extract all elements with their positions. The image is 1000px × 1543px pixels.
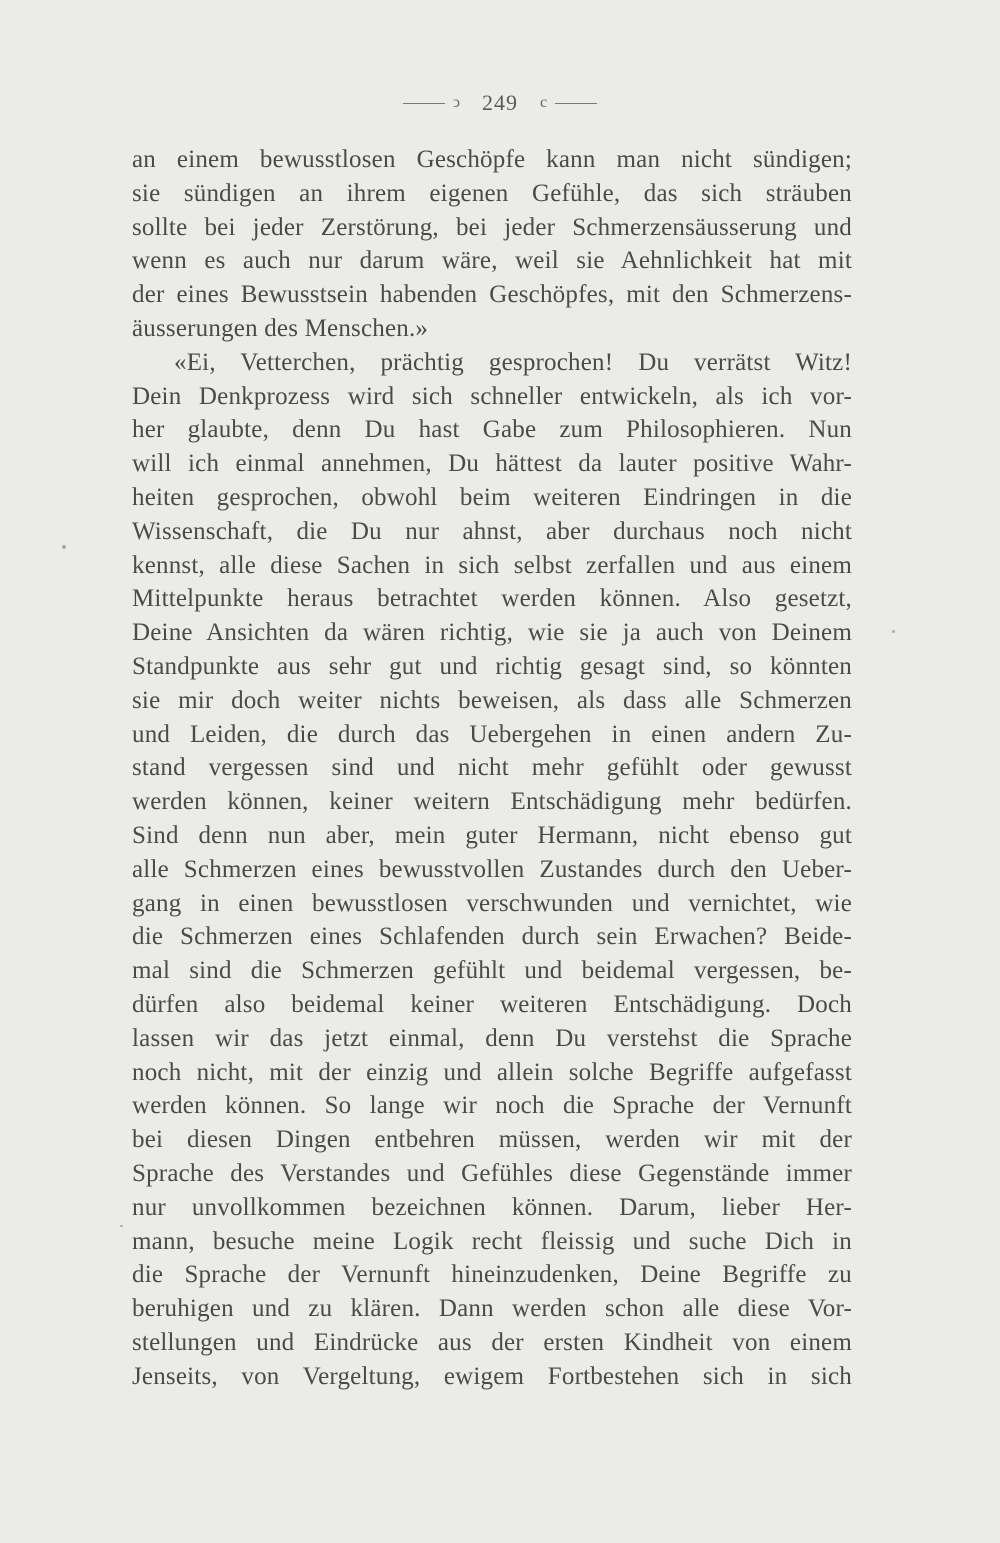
text-line: an einem bewusstlosen Geschöpfe kann man nicht sündigen;	[132, 146, 852, 173]
right-ornament: c	[540, 94, 548, 111]
text-line: will ich einmal annehmen, Du hättest da lauter positive Wahr-	[132, 450, 852, 478]
text-line: wenn es auch nur darum wäre, weil sie Aehnlichkeit hat mit	[132, 247, 852, 275]
text-line: nur unvollkommen bezeichnen können. Darum, lieber Her-	[132, 1193, 852, 1221]
text-line: werden können. So lange wir noch die Sprache der Vernunft	[132, 1092, 852, 1120]
text-line: äusserungen des Menschen.»	[132, 314, 429, 342]
text-line: Mittelpunkte heraus betrachtet werden können. Also gesetzt,	[132, 585, 852, 613]
right-rule	[555, 103, 597, 104]
page-number: 249	[482, 90, 518, 115]
left-ornament: ↄ	[452, 94, 460, 111]
paper-speck	[892, 630, 895, 633]
text-line: Sind denn nun aber, mein guter Hermann, nicht ebenso gut	[132, 821, 852, 849]
text-line: sollte bei jeder Zerstörung, bei jeder Schmerzensäusserung und	[132, 213, 852, 241]
text-line: mal sind die Schmerzen gefühlt und beidemal vergessen, be-	[132, 957, 852, 985]
running-header	[0, 90, 1000, 116]
text-line: bei diesen Dingen entbehren müssen, werden wir mit der	[132, 1126, 852, 1154]
text-line: stellungen und Eindrücke aus der ersten Kindheit von einem	[132, 1328, 852, 1356]
text-line: mann, besuche meine Logik recht fleissig und suche Dich in	[132, 1227, 852, 1255]
text-line: Dein Denkprozess wird sich schneller entwickeln, als ich vor-	[132, 382, 852, 410]
text-line: werden können, keiner weitern Entschädigung mehr bedürfen.	[132, 788, 852, 816]
text-line: sie mir doch weiter nichts beweisen, als dass alle Schmerzen	[132, 686, 852, 714]
text-line: Jenseits, von Vergeltung, ewigem Fortbestehen sich in sich	[132, 1362, 852, 1390]
text-line: stand vergessen sind und nicht mehr gefühlt oder gewusst	[132, 754, 852, 782]
text-line: Deine Ansichten da wären richtig, wie sie ja auch von Deinem	[132, 619, 852, 647]
body-text	[132, 143, 852, 1393]
paper-speck	[62, 545, 66, 549]
text-line: alle Schmerzen eines bewusstvollen Zustandes durch den Ueber-	[132, 855, 852, 883]
text-line: heiten gesprochen, obwohl beim weiteren Eindringen in die	[132, 483, 852, 511]
left-rule	[403, 103, 445, 104]
text-line: Standpunkte aus sehr gut und richtig gesagt sind, so könnten	[132, 652, 852, 680]
text-line: die Sprache der Vernunft hineinzudenken, Deine Begriffe zu	[132, 1261, 852, 1289]
text-line: die Schmerzen eines Schlafenden durch sein Erwachen? Beide-	[132, 923, 852, 951]
text-line: Sprache des Verstandes und Gefühles diese Gegenstände immer	[132, 1159, 852, 1187]
text-line: sie sündigen an ihrem eigenen Gefühle, das sich sträuben	[132, 179, 852, 207]
text-line: Wissenschaft, die Du nur ahnst, aber durchaus noch nicht	[132, 517, 852, 545]
text-line: der eines Bewusstsein habenden Geschöpfes, mit den Schmerzens-	[132, 281, 852, 309]
text-line: gang in einen bewusstlosen verschwunden und vernichtet, wie	[132, 889, 852, 917]
text-line: noch nicht, mit der einzig und allein solche Begriffe aufgefasst	[132, 1058, 852, 1086]
paper-speck	[120, 1225, 123, 1227]
text-line: lassen wir das jetzt einmal, denn Du verstehst die Sprache	[132, 1024, 852, 1052]
text-line: her glaubte, denn Du hast Gabe zum Philosophieren. Nun	[132, 416, 852, 444]
text-line: und Leiden, die durch das Uebergehen in einen andern Zu-	[132, 720, 852, 748]
text-line: dürfen also beidemal keiner weiteren Entschädigung. Doch	[132, 990, 852, 1018]
text-line: «Ei, Vetterchen, prächtig gesprochen! Du verrätst Witz!	[174, 348, 852, 376]
text-line: kennst, alle diese Sachen in sich selbst zerfallen und aus einem	[132, 551, 852, 579]
text-line: beruhigen und zu klären. Dann werden schon alle diese Vor-	[132, 1295, 852, 1323]
